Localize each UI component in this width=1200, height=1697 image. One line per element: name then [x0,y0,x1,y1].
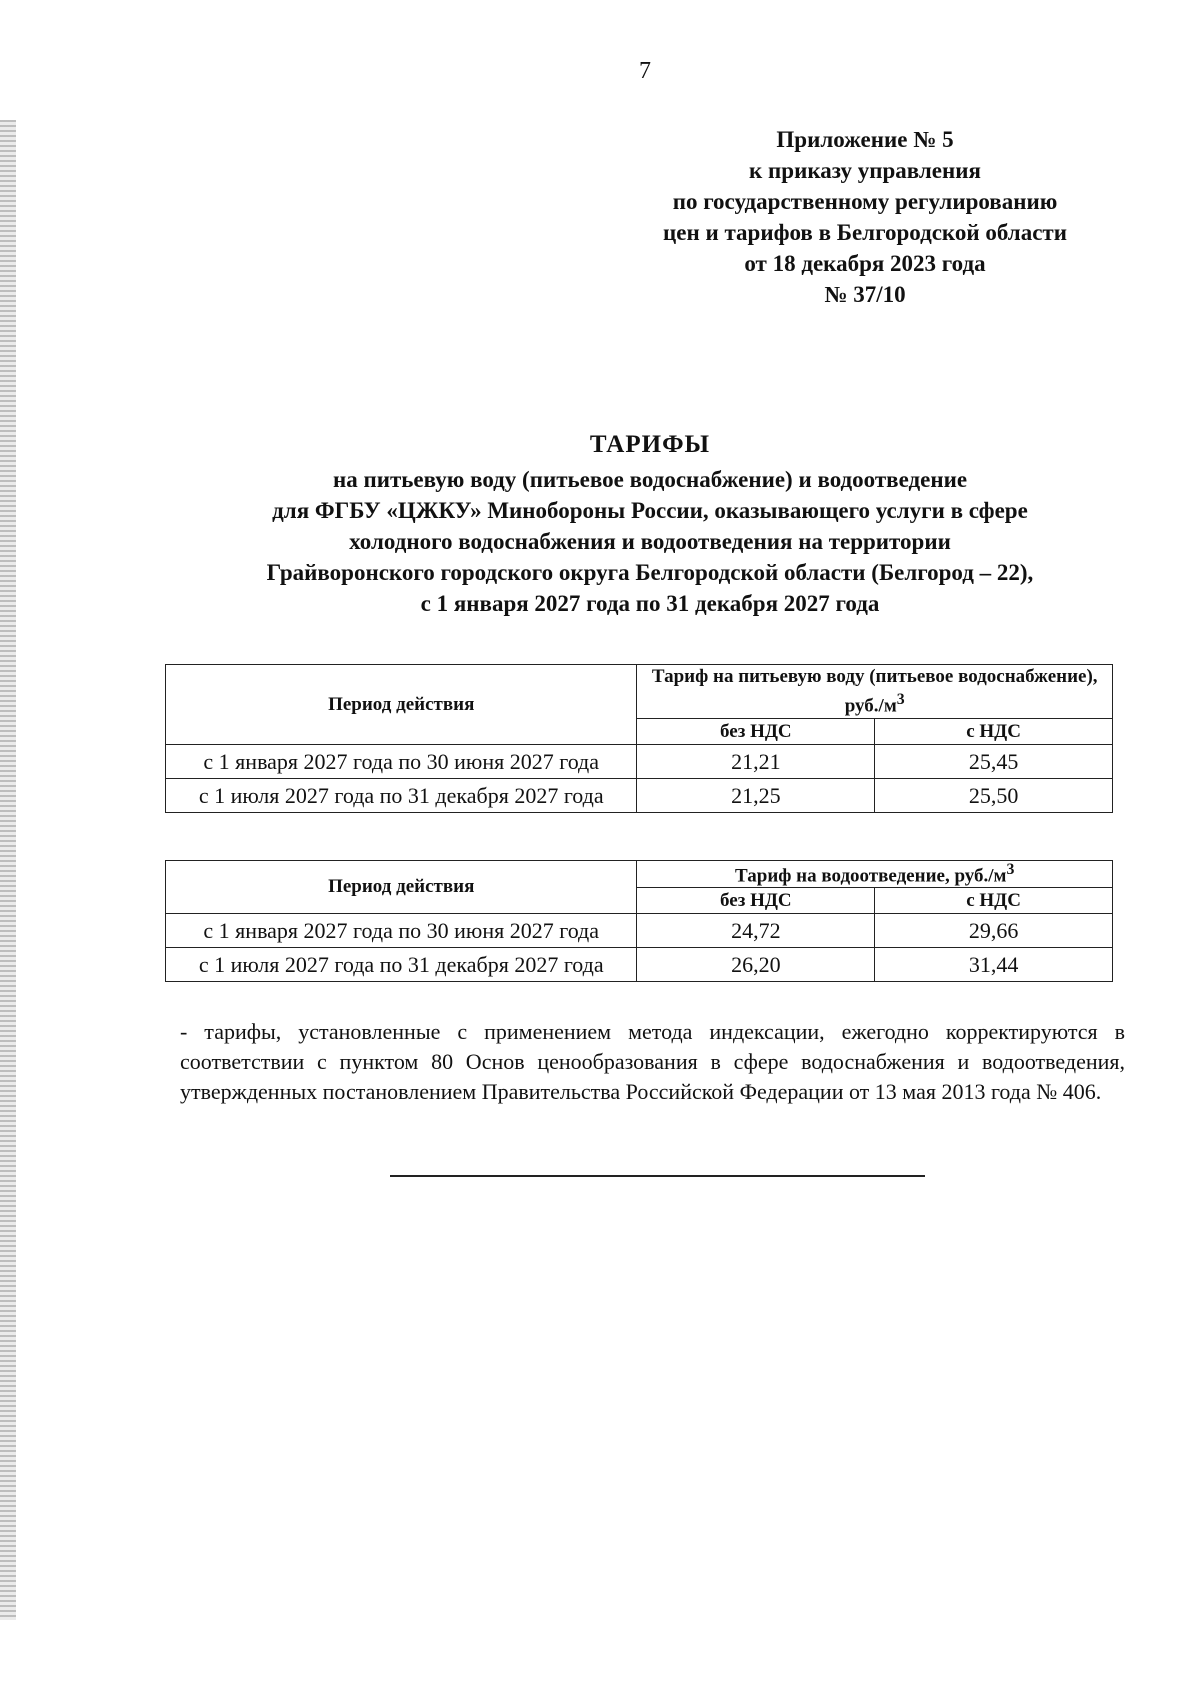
no-vat-cell: 21,21 [637,745,875,779]
end-divider-line [390,1175,925,1177]
period-cell: с 1 января 2027 года по 30 июня 2027 года [166,745,637,779]
period-header: Период действия [166,665,637,745]
table-header-row [166,665,1113,719]
vat-header: с НДС [875,888,1113,914]
period-cell: с 1 июля 2027 года по 31 декабря 2027 года [166,948,637,982]
drainage-tariff-table [165,860,1113,982]
page-number: 7 [639,58,651,84]
scan-edge-artifact [0,120,16,1620]
appendix-line-4: цен и тарифов в Белгородской области [663,220,1067,245]
unit-superscript: 3 [1006,861,1015,878]
drinking-water-tariff-table [165,664,1113,813]
vat-cell: 25,50 [875,779,1113,813]
no-vat-header: без НДС [637,719,875,745]
no-vat-cell: 21,25 [637,779,875,813]
vat-cell: 31,44 [875,948,1113,982]
table-header-row [166,861,1113,888]
title-line-2: для ФГБУ «ЦЖКУ» Минобороны России, оказывающего услуги в сфере [272,498,1028,523]
table-row [166,948,1113,982]
no-vat-cell: 24,72 [637,914,875,948]
water-tariff-header-text: Тариф на питьевую воду (питьевое водоснабжение), руб./м [651,666,1098,717]
vat-header: с НДС [875,719,1113,745]
title-line-5: с 1 января 2027 года по 31 декабря 2027 года [420,591,880,616]
appendix-line-5: от 18 декабря 2023 года [744,251,986,276]
unit-superscript: 3 [896,691,905,709]
table-row [166,914,1113,948]
document-title-block [180,426,1120,619]
table-row [166,745,1113,779]
no-vat-cell: 26,20 [637,948,875,982]
table-row [166,779,1113,813]
water-tariff-header [637,665,1113,719]
drainage-tariff-header-text: Тариф на водоотведение, руб./м [735,865,1007,887]
title-line-4: Грайворонского городского округа Белгородской области (Белгород – 22), [266,560,1034,585]
document-title: ТАРИФЫ [589,431,711,458]
period-cell: с 1 января 2027 года по 30 июня 2027 года [166,914,637,948]
drainage-tariff-header [637,861,1113,888]
no-vat-header: без НДС [637,888,875,914]
vat-cell: 25,45 [875,745,1113,779]
appendix-line-2: к приказу управления [749,158,981,183]
appendix-block [620,124,1110,310]
period-header: Период действия [166,861,637,914]
period-cell: с 1 июля 2027 года по 31 декабря 2027 года [166,779,637,813]
title-line-3: холодного водоснабжения и водоотведения на территории [349,529,951,554]
vat-cell: 29,66 [875,914,1113,948]
appendix-line-6: № 37/10 [824,282,906,307]
appendix-line-3: по государственному регулированию [672,189,1058,214]
footnote-paragraph: - тарифы, установленные с применением метода индексации, ежегодно корректируются в соответствии с пунктом 80 Основ ценообразования в сфере водоснабжения и водоотведения, утвержденных постановлением Правительства Российской Федерации от 13 мая 2013 года № 406. [180,1019,1125,1104]
title-line-1: на питьевую воду (питьевое водоснабжение) и водоотведение [332,467,968,492]
appendix-line-1: Приложение № 5 [776,127,954,152]
